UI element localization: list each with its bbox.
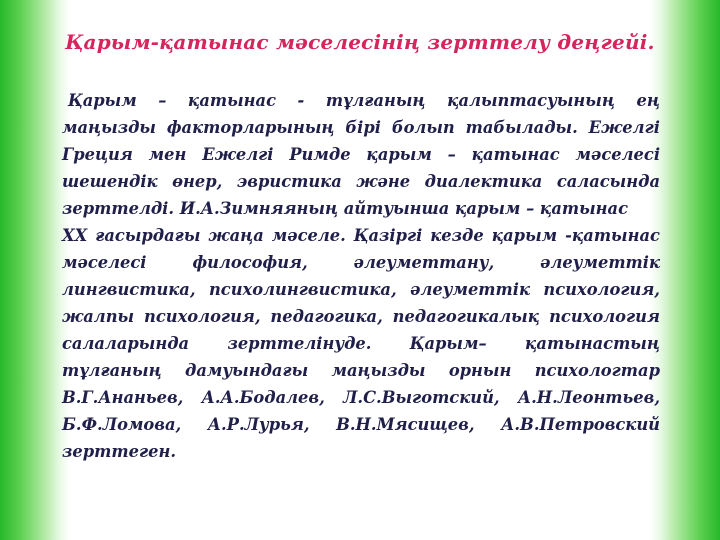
word: факторларының [166,118,335,137]
word: кезде [430,226,484,245]
word: шешендік [62,172,158,191]
word: қатынастың [524,334,660,353]
word: психология, [543,280,660,299]
left-gradient-border [0,0,70,540]
word: Қарым [68,91,137,110]
word: қарым [366,145,432,164]
word: саласында [556,172,660,191]
word: А.А.Бодалев, [201,388,325,407]
word: әлеуметтану, [353,253,495,272]
word: психология [549,307,660,326]
word: Ежелгі [202,145,274,164]
paragraph-line: зерттелді. И.А.Зимняяның айтуынша қарым – қатынас [62,199,629,218]
word: ХХ [62,226,88,245]
word: тұлғаның [62,361,162,380]
word: психологтар [534,361,660,380]
paragraph-line [62,87,660,114]
word: әлеуметтік [410,280,530,299]
word: Римде [289,145,351,164]
paragraph-line: зерттеген. [62,442,177,461]
word: Б.Ф.Ломова, [62,415,182,434]
word: Қазіргі [353,226,423,245]
word: зерттелінуде. [227,334,372,353]
word: маңызды [62,118,156,137]
word: – [447,145,456,164]
word: мәселесі [575,145,660,164]
paragraph-line [62,114,660,141]
word: психолингвистика, [208,280,397,299]
word: – [158,91,167,110]
word: эвристика [236,172,342,191]
word: тұлғаның [325,91,426,110]
word: лингвистика, [62,280,196,299]
word: -қатынас [565,226,660,245]
body-paragraph [62,87,660,465]
word: қалыптасуының [447,91,615,110]
word: ең [636,91,660,110]
word: диалектика [424,172,543,191]
word: педагогика, [270,307,383,326]
word: В.Г.Ананьев, [62,388,184,407]
word: А.В.Петровский [501,415,660,434]
slide-title: Қарым-қатынас мәселесінің зерттелу деңгейі. [65,30,655,54]
word: мен [148,145,187,164]
word: А.Н.Леонтьев, [517,388,660,407]
word: қатынас [187,91,276,110]
word: болып [391,118,455,137]
word: жаңа [208,226,264,245]
word: Ежелгі [588,118,660,137]
word: дамуындағы [185,361,309,380]
word: табылады. [465,118,578,137]
word: өнер, [172,172,223,191]
word: мәселе. [271,226,346,245]
word: бірі [345,118,381,137]
paragraph-line [62,222,660,249]
word: орнын [448,361,512,380]
word: қарым [491,226,558,245]
paragraph-line [62,141,660,168]
word: педагогикалық [392,307,540,326]
paragraph-line [62,357,660,384]
word: салаларында [62,334,190,353]
word: жалпы [62,307,135,326]
word: маңызды [331,361,426,380]
word: әлеуметтік [540,253,660,272]
word: ғасырдағы [95,226,201,245]
paragraph-line [62,384,660,411]
word: қатынас [471,145,560,164]
word: Греция [62,145,133,164]
word: - [297,91,305,110]
word: және [356,172,411,191]
word: философия, [192,253,308,272]
paragraph-line [62,249,660,276]
paragraph-line [62,168,660,195]
word: В.Н.Мясищев, [336,415,475,434]
word: Қарым– [409,334,487,353]
paragraph-line [62,411,660,438]
word: мәселесі [62,253,147,272]
word: психология, [144,307,261,326]
right-gradient-border [650,0,720,540]
paragraph-line [62,276,660,303]
paragraph-line [62,330,660,357]
word: Л.С.Выготский, [343,388,500,407]
word: А.Р.Лурья, [207,415,310,434]
paragraph-line [62,303,660,330]
